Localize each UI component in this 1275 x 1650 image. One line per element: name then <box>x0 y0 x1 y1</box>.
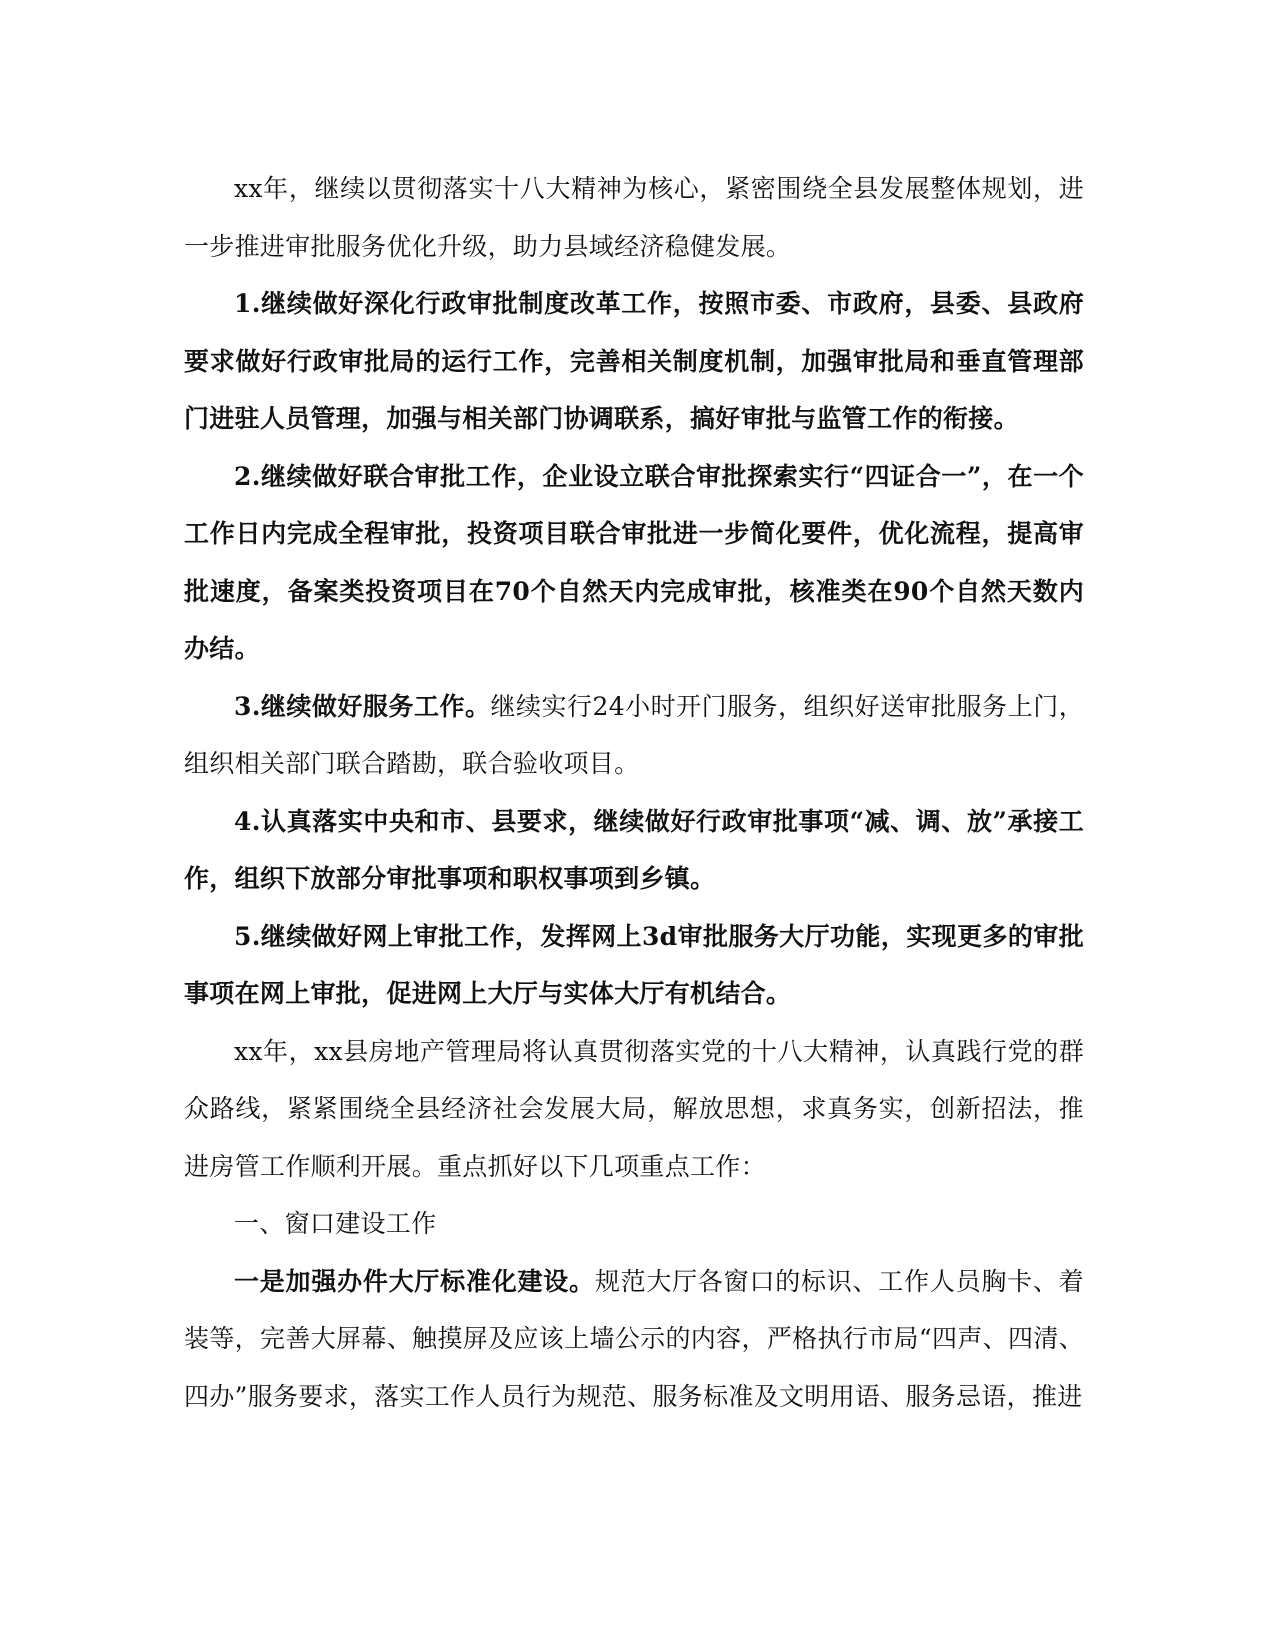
paragraph-lead: 3.继续做好服务工作。 <box>234 691 491 721</box>
paragraph-text: xx年，继续以贯彻落实十八大精神为核心，紧密围绕全县发展整体规划，进一步推进审批服务优化升级，助力县域经济稳健发展。 <box>184 174 1084 261</box>
paragraph-lead: 5.继续做好网上审批工作，发挥网上3d审批服务大厅功能，实现更多的审批事项在网上审批，促进网上大厅与实体大厅有机结合。 <box>184 921 1084 1008</box>
paragraph-item-1 <box>184 275 1084 448</box>
document-body <box>184 160 1084 1425</box>
paragraph-text: 一、窗口建设工作 <box>234 1209 437 1238</box>
paragraph-item-3 <box>184 678 1084 793</box>
paragraph-hall-standardization <box>184 1253 1084 1426</box>
paragraph-lead: 一是加强办件大厅标准化建设。 <box>234 1266 595 1296</box>
paragraph-item-5 <box>184 908 1084 1023</box>
paragraph-text: 继续实行24小时开门服务，组织好送审批服务上门，组织相关部门联合踏勘，联合验收项目。 <box>184 691 1085 778</box>
paragraph-intro <box>184 160 1084 275</box>
paragraph-lead: 2.继续做好联合审批工作，企业设立联合审批探索实行“四证合一”，在一个工作日内完成全程审批，投资项目联合审批进一步简化要件，优化流程，提高审批速度，备案类投资项目在70个自然天内完成审批，核准类在90个自然天数内办结。 <box>184 461 1084 663</box>
paragraph-text: xx年，xx县房地产管理局将认真贯彻落实党的十八大精神，认真践行党的群众路线，紧紧围绕全县经济社会发展大局，解放思想，求真务实，创新招法，推进房管工作顺利开展。重点抓好以下几项重点工作： <box>184 1036 1084 1181</box>
paragraph-item-4 <box>184 793 1084 908</box>
paragraph-lead: 1.继续做好深化行政审批制度改革工作，按照市委、市政府，县委、县政府要求做好行政审批局的运行工作，完善相关制度机制，加强审批局和垂直管理部门进驻人员管理，加强与相关部门协调联系，搞好审批与监管工作的衔接。 <box>184 289 1084 433</box>
paragraph-item-2 <box>184 448 1084 678</box>
section-heading-window <box>184 1195 1084 1253</box>
paragraph-housing-intro <box>184 1023 1084 1196</box>
paragraph-lead: 4.认真落实中央和市、县要求，继续做好行政审批事项“减、调、放”承接工作，组织下放部分审批事项和职权事项到乡镇。 <box>184 806 1084 893</box>
paragraph-text: 规范大厅各窗口的标识、工作人员胸卡、着装等，完善大屏幕、触摸屏及应该上墙公示的内容，严格执行市局“四声、四清、四办”服务要求，落实工作人员行为规范、服务标准及文明用语、服务忌语，推进 <box>184 1266 1085 1411</box>
